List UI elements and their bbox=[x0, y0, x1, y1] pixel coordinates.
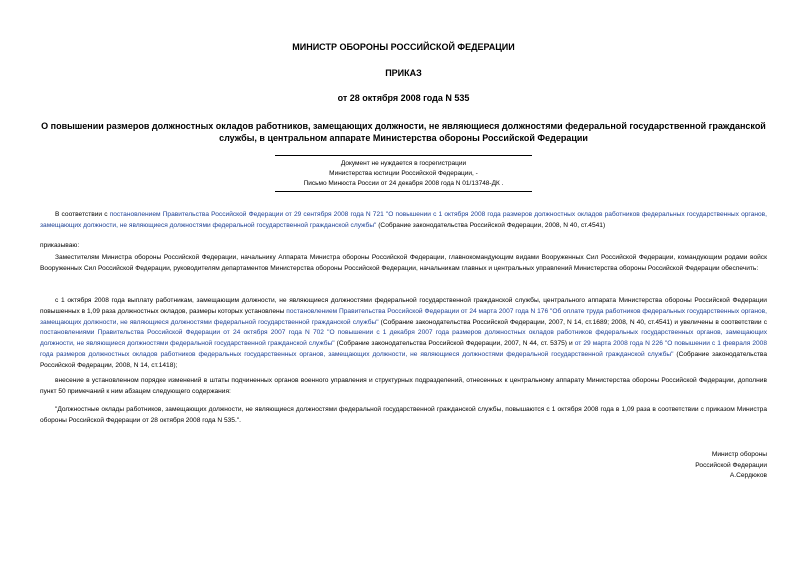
link-decree-721[interactable]: постановлением Правительства Российской Федерации от 29 сентября 2008 года N 721 "О повышении с 1 октября 2008 года размеров должностных окладов работников федеральных государственных органов, замещающих должности, не являющиеся должностями федеральной государственной гражданской службы" bbox=[40, 211, 768, 229]
paragraph-addressees: Заместителям Министра обороны Российской Федерации, начальнику Аппарата Министра обороны Российской Федерации, главнокомандующим видами Вооруженных Сил Российской Федерации, командующим родами войск Вооруженных Сил Российской Федерации, руководителям департаментов Министерства обороны Российской Федерации, начальникам главных и центральных управлений Министерства обороны Российской Федерации обеспечить: bbox=[40, 254, 767, 272]
registration-note bbox=[275, 155, 532, 192]
paragraph-quote: "Должностные оклады работников, замещающих должности, не являющиеся должностями федеральной государственной гражданской службы, повышаются с 1 октября 2008 года в 1,09 раза в соответствии с приказом Министра обороны Российской Федерации от 28 октября 2008 года N 535.". bbox=[40, 406, 767, 424]
note-line-1: Документ не нуждается в госрегистрации bbox=[340, 160, 467, 167]
link-decree-226[interactable]: от 29 марта 2008 года N 226 "О повышении с 1 февраля 2008 года размеров должностных окладов работников федеральных государственных органов, замещающих должности, не являющиеся должностями федеральной государственной гражданской службы" bbox=[40, 340, 767, 358]
link-decree-176[interactable]: постановлением Правительства Российской Федерации от 24 марта 2007 года N 176 "Об оплате труда работников федеральных государственных органов, замещающих должности, не являющиеся должностями федеральной государственной гражданской службы" bbox=[40, 307, 767, 326]
paragraph-basis: В соответствии с постановлением Правительства Российской Федерации от 29 сентября 2008 года N 721 "О повышении с 1 октября 2008 года размеров должностных окладов работников федеральных государственных органов, замещающих должности, не являющиеся должностями федеральной государственной гражданской службы" (Собрание законодательства Российской Федерации, 2008, N 40, ст.4541) bbox=[40, 211, 768, 229]
signature-block bbox=[695, 450, 767, 482]
doc-date-heading: от 28 октября 2008 года N 535 bbox=[337, 93, 470, 103]
signature-line-1: Министр обороны bbox=[711, 451, 767, 458]
signature-name: А.Сердюков bbox=[729, 472, 767, 479]
doc-type-heading: ПРИКАЗ bbox=[385, 68, 422, 78]
signature-line-2: Российской Федерации bbox=[695, 461, 767, 469]
document-title: О повышении размеров должностных окладов работников, замещающих должности, не являющиеся должностями федеральной государственной гражданской службы, в центральном аппарате Министерства обороны Российской Федерации bbox=[41, 121, 766, 143]
note-line-3: Письмо Минюста России от 24 декабря 2008 года N 01/13748-ДК . bbox=[303, 180, 504, 187]
paragraph-staff-changes: внесение в установленном порядке изменений в штаты подчиненных органов военного управления и структурных подразделений, отнесенных к центральному аппарату Министерства обороны Российской Федерации, дополнив пункт 50 примечаний к ним абзацем следующего содержания: bbox=[40, 377, 767, 395]
paragraph-order: приказываю: bbox=[40, 242, 80, 249]
ministry-heading: МИНИСТР ОБОРОНЫ РОССИЙСКОЙ ФЕДЕРАЦИИ bbox=[292, 42, 515, 52]
note-line-2: Министерства юстиции Российской Федерации, - bbox=[329, 170, 478, 177]
link-decree-702[interactable]: постановлениями Правительства Российской Федерации от 24 октября 2007 года N 702 "О повышении с 1 декабря 2007 года размеров должностных окладов работников федеральных государственных органов, замещающих должности, не являющиеся должностями федеральной государственной гражданской службы" bbox=[40, 329, 767, 348]
paragraph-payment: с 1 октября 2008 года выплату работникам, замещающим должности, не являющиеся должностями федеральной государственной гражданской службы, центрального аппарата Министерства обороны Российской Федерации повышенных в 1,09 раза должностных окладов, размеры которых установлены постановлением Правительства Российской Федерации от 24 марта 2007 года N 176 "Об оплате труда работников федеральных государственных органов, замещающих должности, не являющиеся должностями федеральной государственной гражданской службы" (Собрание законодательства Российской Федерации, 2007, N 14, ст.1689; 2008, N 40, ст.4541) и увеличены в соответствии с постановлениями Правительства Российской Федерации от 24 октября 2007 года N 702 "О повышении с 1 декабря 2007 года размеров должностных окладов работников федеральных государственных органов, замещающих должности, не являющиеся должностями федеральной государственной гражданской службы" (Собрание законодательства Российской Федерации, 2007, N 44, ст. 5375) и от 29 марта 2008 года N 226 "О повышении с 1 февраля 2008 года размеров должностных окладов работников федеральных государственных органов, замещающих должности, не являющиеся должностями федеральной государственной гражданской службы" (Собрание законодательства Российской Федерации, 2008, N 14, ст.1418); bbox=[40, 297, 768, 369]
